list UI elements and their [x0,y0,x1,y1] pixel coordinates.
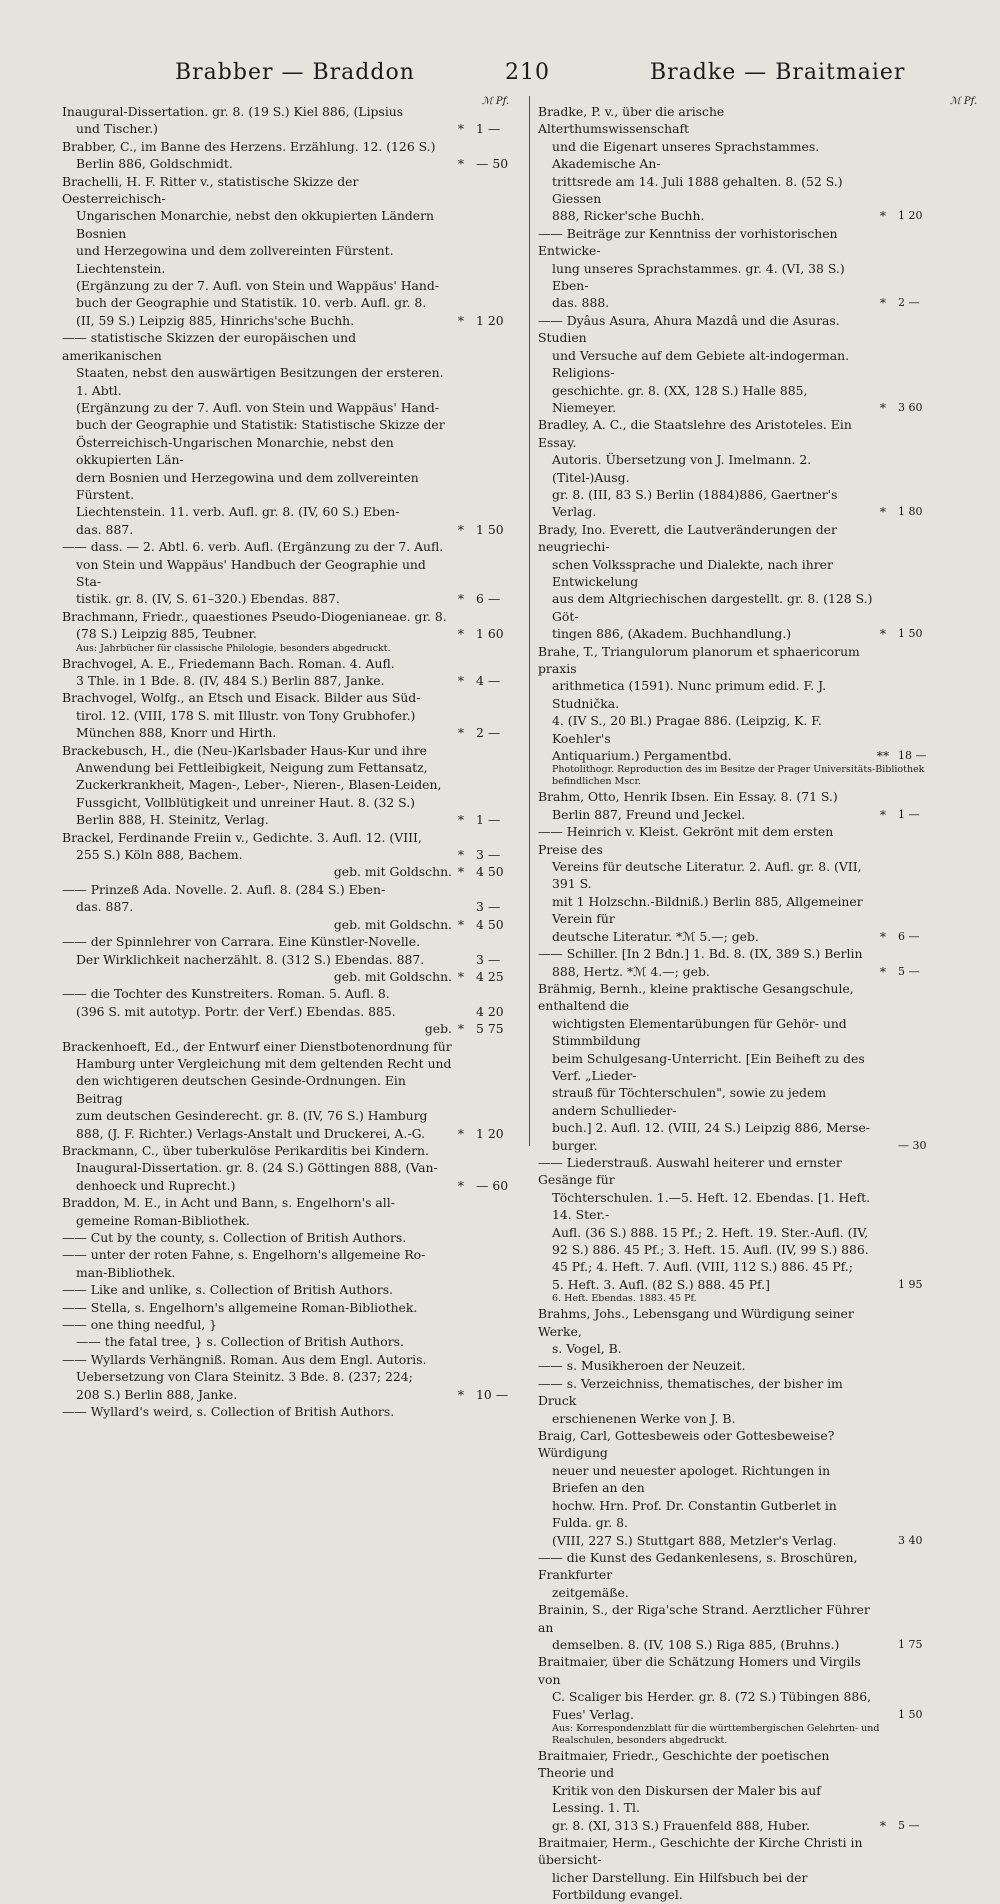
catalog-entry [538,1653,938,1723]
entry-line: (II, 59 S.) Leipzig 885, Hinrichs'sche Buchh. [76,312,355,328]
entry-line: Braig, Carl, Gottesbeweis oder Gottesbeweise? Würdigung [538,1428,835,1461]
running-head-left: Brabber — Braddon [175,60,415,85]
entry-text [62,329,452,538]
catalog-entry [538,788,938,823]
entry-line: gr. 8. (III, 83 S.) Berlin (1884)886, Gaertner's Verlag. [552,486,838,520]
entry-line: —— der Spinnlehrer von Carrara. Eine Künstler-Novelle. [62,934,421,950]
catalog-entry [538,1747,938,1834]
entry-text [62,881,452,916]
catalog-entry [62,1194,522,1229]
catalog-entry [538,1427,938,1549]
net-price-star: * [457,521,465,537]
entry-line: Der Wirklichkeit nacherzählt. 8. (312 S.) Ebendas. 887. [76,951,425,967]
entry-price: 3 60 [898,400,923,414]
entry-text [62,829,452,864]
entry-line: geb. mit Goldschn. [333,968,452,984]
entry-price: 1 — [476,121,501,137]
entry-line: hochw. Hrn. Prof. Dr. Constantin Gutberlet in Fulda. gr. 8. [552,1497,837,1531]
entry-price: 4 — [476,673,501,688]
entry-price: 1 60 [476,626,504,642]
entry-text [62,968,452,985]
entry-line: Autoris. Übersetzung von J. Imelmann. 2. (Titel-)Ausg. [552,452,812,485]
entry-price: 3 — [476,847,501,863]
entry-price: 1 20 [476,312,504,328]
entry-text [62,1142,452,1194]
left-column [62,103,522,1420]
catalog-entry [538,980,938,1154]
entry-line: —— s. Musikheroen der Neuzeit. [538,1358,746,1374]
entry-line: Berlin 886, Goldschmidt. [76,156,233,172]
catalog-entry [62,1020,522,1037]
entry-line: gemeine Roman-Bibliothek. [76,1212,250,1228]
entry-text [538,1747,874,1834]
entry-text [538,945,874,980]
entry-price: — 60 [476,1177,509,1193]
entry-text [62,1351,452,1403]
catalog-entry [62,916,522,933]
net-price-star: * [879,626,887,642]
entry-line: Hamburg unter Vergleichung mit dem geltenden Recht und [76,1055,452,1071]
entry-line: 888, Hertz. *ℳ 4.—; geb. [552,963,710,979]
entry-text [62,103,452,138]
entry-text [62,863,452,880]
entry-line: Berlin 887, Freund und Jeckel. [552,806,746,822]
net-price-star: * [879,1817,887,1833]
catalog-entry [538,1154,938,1293]
entry-text [62,916,452,933]
catalog-entry [62,329,522,538]
entry-line: Berlin 888, H. Steinitz, Verlag. [76,812,269,828]
entry-note: Photolithogr. Reproduction des im Besitze der Prager Universitäts-Bibliothek befindlichen Mscr. [552,764,925,788]
entry-line: Liechtenstein. 11. verb. Aufl. gr. 8. (IV, 60 S.) Eben- [76,504,400,520]
catalog-entry [62,1351,522,1403]
entry-line: Staaten, nebst den auswärtigen Besitzungen der ersteren. 1. Abtl. [76,365,444,398]
entry-line: Kritik von den Diskursen der Maler bis auf Lessing. 1. Tl. [552,1782,821,1816]
entry-line: C. Scaliger bis Herder. gr. 8. (72 S.) Tübingen 886, [552,1689,872,1705]
entry-price: 4 50 [476,916,504,932]
entry-line: —— Cut by the county, s. Collection of British Authors. [62,1230,407,1245]
net-price-star: * [879,399,887,415]
entry-text [62,933,452,968]
entry-note: Aus: Jahrbücher für classische Philologie, besonders abgedruckt. [76,642,391,654]
entry-text [62,1316,452,1351]
page-number: 210 [505,60,550,85]
entry-line: und Versuche auf dem Gebiete alt-indogerman. Religions- [552,347,850,381]
catalog-entry [538,643,938,765]
entry-text [62,538,452,608]
entry-text [538,823,874,945]
catalog-entry [538,416,938,520]
entry-line: deutsche Literatur. *ℳ 5.—; geb. [552,928,759,944]
entry-text [538,1549,874,1601]
catalog-entry [538,312,938,416]
entry-text [62,1281,452,1298]
net-price-star: * [457,1386,465,1402]
entry-line: 888, (J. F. Richter.) Verlags-Anstalt und Druckerei, A.-G. [76,1125,426,1141]
catalog-entry [62,881,522,916]
entry-line: 92 S.) 886. 45 Pf.; 3. Heft. 15. Aufl. (IV, 99 S.) 886. [552,1242,869,1257]
entry-text [62,1229,452,1246]
entry-line: 5. Heft. 3. Aufl. (82 S.) 888. 45 Pf.] [552,1276,770,1292]
catalog-entry [538,225,938,312]
entry-text [538,1154,874,1293]
entry-price: 2 — [476,725,501,741]
entry-price: 10 — [476,1386,509,1402]
entry-line: dern Bosnien und Herzegowina und dem zollvereinten Fürstent. [76,469,419,502]
entry-text [538,103,874,225]
entry-price: 4 50 [476,864,504,880]
entry-line: Fues' Verlag. [552,1706,634,1722]
entry-price: 1 — [898,807,920,821]
catalog-entry [62,538,522,608]
entry-line: mit 1 Holzschn.-Bildniß.) Berlin 885, Allgemeiner Verein für [552,893,863,927]
entry-line: Braitmaier, Herm., Geschichte der Kirche Christi in übersicht- [538,1835,863,1868]
entry-price: 1 20 [898,209,923,223]
entry-price: 3 — [476,899,501,915]
catalog-entry [62,933,522,968]
entry-price: 3 40 [898,1533,923,1547]
currency-header-left: ℳ Pf. [482,96,510,107]
net-price-star: * [457,121,465,137]
entry-line: (Ergänzung zu der 7. Aufl. von Stein und Wappäus' Hand- [76,399,440,415]
entry-line: buch.] 2. Aufl. 12. (VIII, 24 S.) Leipzig 886, Merse- [552,1120,870,1136]
entry-line: Inaugural-Dissertation. gr. 8. (24 S.) Göttingen 888, (Van- [76,1160,438,1176]
catalog-entry [62,1142,522,1194]
entry-line: Brachvogel, A. E., Friedemann Bach. Roman. 4. Aufl. [62,655,395,671]
entry-line: —— s. Verzeichniss, thematisches, der bisher im Druck [538,1375,843,1409]
entry-line: Brahms, Johs., Lebensgang und Würdigung seiner Werke, [538,1306,854,1339]
entry-line: Brackel, Ferdinande Freiin v., Gedichte. 3. Aufl. 12. (VIII, [62,829,422,845]
catalog-entry [538,823,938,945]
entry-text [538,788,874,823]
entry-line: —— one thing needful, } [62,1317,218,1333]
net-price-star: * [457,673,465,688]
entry-text [62,985,452,1020]
entry-line: Brackenhoeft, Ed., der Entwurf einer Dienstbotenordnung für [62,1038,452,1054]
entry-line: 255 S.) Köln 888, Bachem. [76,847,243,863]
entry-line: das. 888. [552,295,610,311]
entry-line: 45 Pf.; 4. Heft. 7. Aufl. (VIII, 112 S.) 886. 45 Pf.; [552,1259,853,1275]
net-price-star: ** [876,748,890,764]
entry-line: Inaugural-Dissertation. gr. 8. (19 S.) Kiel 886, (Lipsius [62,104,404,119]
entry-line: den wichtigeren deutschen Gesinde-Ordnungen. Ein Beitrag [76,1073,406,1106]
entry-line: das. 887. [76,521,134,537]
net-price-star: * [457,812,465,828]
entry-line: wichtigsten Elementarübungen für Gehör- und Stimmbildung [552,1015,847,1049]
entry-line: Brackebusch, H., die (Neu-)Karlsbader Haus-Kur und ihre [62,742,427,758]
catalog-entry [538,1375,938,1427]
catalog-entry [62,742,522,829]
entry-line: 208 S.) Berlin 888, Janke. [76,1386,238,1402]
catalog-entry [538,1305,938,1357]
entry-line: Bradke, P. v., über die arische Alterthumswissenschaft [538,104,725,137]
entry-line: neuer und neuester apologet. Richtungen in Briefen an den [552,1462,831,1496]
net-price-star: * [457,847,465,863]
entry-line: Aufl. (36 S.) 888. 15 Pf.; 2. Heft. 19. Ster.-Aufl. (IV, [552,1224,869,1240]
entry-text [538,1427,874,1549]
entry-line: 3 Thle. in 1 Bde. 8. (IV, 484 S.) Berlin 887, Janke. [76,673,385,688]
entry-line: erschienenen Werke von J. B. [552,1410,736,1426]
entry-line: (396 S. mit autotyp. Portr. der Verf.) Ebendas. 885. [76,1003,396,1019]
entry-line: denhoeck und Ruprecht.) [76,1177,236,1193]
entry-line: Braddon, M. E., in Acht und Bann, s. Engelhorn's all- [62,1195,395,1211]
entry-price: 1 50 [898,1707,923,1721]
entry-line: —— Heinrich v. Kleist. Gekrönt mit dem ersten Preise des [538,824,834,857]
entry-line: geb. mit Goldschn. [333,864,452,880]
entry-line: Brachmann, Friedr., quaestiones Pseudo-Diogenianeae. gr. 8. [62,608,447,624]
entry-line: schen Volkssprache und Dialekte, nach ihrer Entwickelung [552,556,833,589]
entry-price: 1 50 [476,521,504,537]
entry-price: 5 75 [476,1021,504,1037]
net-price-star: * [879,963,887,979]
entry-line: Brabber, C., im Banne des Herzens. Erzählung. 12. (126 S.) [62,138,436,154]
entry-line: Vereins für deutsche Literatur. 2. Aufl. gr. 8. (VII, 391 S. [552,859,862,892]
entry-line: —— Dyâus Asura, Ahura Mazdâ und die Asuras. Studien [538,312,840,346]
entry-line: und die Eigenart unseres Sprachstammes. Akademische An- [552,138,820,172]
entry-line: Österreichisch-Ungarischen Monarchie, nebst den okkupierten Län- [76,434,394,468]
entry-line: geschichte. gr. 8. (XX, 128 S.) Halle 885, Niemeyer. [552,382,808,415]
entry-text [62,1020,452,1037]
catalog-entry [62,1246,522,1281]
catalog-entry [62,1403,522,1420]
catalog-entry [62,173,522,330]
net-price-star: * [457,1125,465,1141]
entry-text [62,608,452,643]
entry-line: Braitmaier, über die Schätzung Homers und Virgils von [538,1654,861,1687]
entry-line: —— Like and unlike, s. Collection of British Authors. [62,1282,393,1298]
entry-line: und Tischer.) [76,121,159,137]
entry-line: —— die Tochter des Kunstreiters. Roman. 5. Aufl. 8. [62,986,390,1002]
entry-line: zum deutschen Gesinderecht. gr. 8. (IV, 76 S.) Hamburg [76,1108,428,1124]
catalog-entry [62,863,522,880]
entry-line: Anwendung bei Fettleibigkeit, Neigung zum Fettansatz, [76,760,428,776]
entry-line: licher Darstellung. Ein Hilfsbuch bei der Fortbildung evangel. [552,1869,808,1903]
entry-price: 5 — [898,1818,920,1832]
entry-line: Brainin, S., der Riga'sche Strand. Aerztlicher Führer an [538,1602,870,1635]
entry-line: arithmetica (1591). Nunc primum edid. F. J. Studnička. [552,678,827,711]
entry-line: von Stein und Wappäus' Handbuch der Geographie und Sta- [76,556,426,589]
entry-line: —— statistische Skizzen der europäischen und amerikanischen [62,330,357,363]
entry-line: Brähmig, Bernh., kleine praktische Gesangschule, enthaltend die [538,980,854,1014]
entry-line: man-Bibliothek. [76,1264,176,1280]
entry-line: s. Vogel, B. [552,1341,622,1357]
entry-line: strauß für Töchterschulen", sowie zu jedem andern Schullieder- [552,1085,827,1118]
net-price-star: * [457,156,465,172]
net-price-star: * [457,626,465,642]
catalog-entry [62,829,522,864]
net-price-star: * [879,295,887,311]
entry-line: Ungarischen Monarchie, nebst den okkupierten Ländern Bosnien [76,208,434,241]
entry-line: Fussgicht, Vollblütigkeit und unreiner Haut. 8. (32 S.) [76,794,415,810]
entry-line: zeitgemäße. [552,1584,629,1600]
entry-line: Uebersetzung von Clara Steinitz. 3 Bde. 8. (237; 224; [76,1369,413,1385]
catalog-entry [538,521,938,643]
catalog-entry [62,689,522,741]
entry-price: 1 75 [898,1637,923,1651]
entry-price: 1 20 [476,1125,504,1141]
catalog-entry [62,968,522,985]
entry-line: Braitmaier, Friedr., Geschichte der poetischen Theorie und [538,1747,830,1781]
catalog-entry [62,1281,522,1298]
entry-line: —— die Kunst des Gedankenlesens, s. Broschüren, Frankfurter [538,1549,858,1583]
entry-line: —— Liederstrauß. Auswahl heiterer und ernster Gesänge für [538,1154,842,1188]
entry-line: 4. (IV S., 20 Bl.) Pragae 886. (Leipzig, K. F. Koehler's [552,713,822,746]
catalog-entry [62,138,522,173]
entry-line: —— Beiträge zur Kenntniss der vorhistorischen Entwicke- [538,225,838,259]
entry-line: 888, Ricker'sche Buchh. [552,208,705,224]
catalog-entry [538,1834,938,1904]
entry-line: tingen 886, (Akadem. Buchhandlung.) [552,626,792,642]
entry-text [62,1246,452,1281]
entry-price: 3 — [476,951,501,967]
entry-text [538,225,874,312]
entry-text [538,1305,874,1357]
entry-line: Brady, Ino. Everett, die Lautveränderungen der neugriechi- [538,521,837,555]
entry-price: 1 50 [898,627,923,641]
entry-line: geb. [424,1021,452,1037]
entry-text [62,1194,452,1229]
entry-line: —— Stella, s. Engelhorn's allgemeine Roman-Bibliothek. [62,1299,418,1315]
net-price-star: * [457,916,465,932]
entry-price: 1 80 [898,505,923,519]
entry-text [538,416,874,520]
net-price-star: * [879,208,887,224]
entry-note: Aus: Korrespondenzblatt für die württembergischen Gelehrten- und Realschulen, besonders abgedruckt. [552,1722,880,1746]
entry-line: —— Wyllard's weird, s. Collection of British Authors. [62,1404,395,1420]
entry-text [538,1653,874,1723]
entry-text [538,1357,874,1374]
entry-price: 6 — [898,929,920,943]
entry-line: trittsrede am 14. Juli 1888 gehalten. 8. (52 S.) Giessen [552,173,843,207]
entry-line: Brackmann, C., über tuberkulöse Perikarditis bei Kindern. [62,1142,429,1158]
entry-line: (Ergänzung zu der 7. Aufl. von Stein und Wappäus' Hand- [76,278,440,294]
catalog-entry [62,608,522,643]
net-price-star: * [879,504,887,520]
entry-line: gr. 8. (XI, 313 S.) Frauenfeld 888, Huber. [552,1817,810,1833]
entry-line: (78 S.) Leipzig 885, Teubner. [76,626,257,642]
entry-text [62,655,452,690]
net-price-star: * [457,312,465,328]
column-divider [529,96,530,1146]
catalog-entry [538,1601,938,1653]
currency-header-right: ℳ Pf. [950,96,978,107]
entry-text [62,1038,452,1142]
entry-line: aus dem Altgriechischen dargestellt. gr. 8. (128 S.) Göt- [552,591,873,624]
net-price-star: * [457,1021,465,1037]
catalog-entry [62,985,522,1020]
entry-line: das. 887. [76,899,134,915]
net-price-star: * [879,806,887,822]
entry-price: 4 20 [476,1003,504,1019]
entry-line: —— the fatal tree, } s. Collection of British Authors. [76,1334,404,1350]
entry-text [62,742,452,829]
catalog-entry [538,1549,938,1601]
entry-text [62,689,452,741]
entry-note: 6. Heft. Ebendas. 1883. 45 Pf. [552,1293,697,1305]
running-head-right: Bradke — Braitmaier [650,60,906,85]
entry-line: tistik. gr. 8. (IV, S. 61–320.) Ebendas. 887. [76,591,340,607]
catalog-entry [62,1316,522,1351]
entry-line: —— Wyllards Verhängniß. Roman. Aus dem Engl. Autoris. [62,1351,427,1367]
entry-line: Brachvogel, Wolfg., an Etsch und Eisack. Bilder aus Süd- [62,690,421,706]
entry-line: Bradley, A. C., die Staatslehre des Aristoteles. Ein Essay. [538,417,852,450]
entry-price: 1 — [476,812,501,828]
entry-text [538,1375,874,1427]
entry-line: —— Schiller. [In 2 Bdn.] 1. Bd. 8. (IX, 389 S.) Berlin [538,946,863,962]
catalog-entry [62,1299,522,1316]
net-price-star: * [457,864,465,880]
entry-text [62,1299,452,1316]
net-price-star: * [457,1177,465,1193]
net-price-star: * [457,591,465,607]
entry-line: Zuckerkrankheit, Magen-, Leber-, Nieren-, Blasen-Leiden, [76,777,442,793]
catalog-entry [538,103,938,225]
catalog-entry [62,103,522,138]
right-column [538,103,938,1904]
entry-price: 4 25 [476,968,504,984]
entry-text [538,643,874,765]
entry-line: und Herzegowina und dem zollvereinten Fürstent. Liechtenstein. [76,243,394,276]
entry-line: burger. [552,1137,598,1153]
entry-line: —— Prinzeß Ada. Novelle. 2. Aufl. 8. (284 S.) Eben- [62,881,386,897]
catalog-entry [62,655,522,690]
catalog-entry [538,945,938,980]
entry-line: Antiquarium.) Pergamentbd. [552,748,732,764]
entry-line: (VIII, 227 S.) Stuttgart 888, Metzler's Verlag. [552,1532,837,1548]
entry-line: demselben. 8. (IV, 108 S.) Riga 885, (Bruhns.) [552,1636,840,1652]
catalog-entry [538,1357,938,1374]
entry-text [538,1834,874,1904]
entry-text [62,1403,452,1420]
entry-text [538,1601,874,1653]
entry-text [62,173,452,330]
net-price-star: * [879,928,887,944]
entry-line: lung unseres Sprachstammes. gr. 4. (VI, 38 S.) Eben- [552,260,845,294]
entry-price: — 30 [898,1138,927,1152]
entry-line: buch der Geographie und Statistik: Statistische Skizze der [76,417,445,433]
catalog-entry [62,1229,522,1246]
entry-line: geb. mit Goldschn. [333,916,452,932]
net-price-star: * [457,968,465,984]
entry-price: 5 — [898,964,920,978]
net-price-star: * [457,725,465,741]
entry-line: tirol. 12. (VIII, 178 S. mit Illustr. von Tony Grubhofer.) [76,707,416,723]
entry-line: beim Schulgesang-Unterricht. [Ein Beiheft zu des Verf. „Lieder- [552,1050,865,1083]
entry-line: Brahe, T., Triangulorum planorum et sphaericorum praxis [538,643,860,676]
entry-line: Brahm, Otto, Henrik Ibsen. Ein Essay. 8. (71 S.) [538,789,838,805]
entry-price: — 50 [476,156,509,172]
entry-line: —— unter der roten Fahne, s. Engelhorn's allgemeine Ro- [62,1247,426,1263]
entry-text [538,980,874,1154]
entry-text [62,138,452,173]
entry-price: 6 — [476,591,501,607]
entry-line: Brachelli, H. F. Ritter v., statistische Skizze der Oesterreichisch- [62,173,359,207]
entry-price: 1 95 [898,1277,923,1291]
entry-line: Töchterschulen. 1.—5. Heft. 12. Ebendas. [1. Heft. 14. Ster.- [552,1189,871,1223]
entry-price: 18 — [898,749,927,763]
catalog-entry [62,1038,522,1142]
entry-line: München 888, Knorr und Hirth. [76,725,277,741]
entry-line: —— dass. — 2. Abtl. 6. verb. Aufl. (Ergänzung zu der 7. Aufl. [62,539,444,555]
entry-text [538,312,874,416]
entry-price: 2 — [898,296,920,310]
entry-line: buch der Geographie und Statistik. 10. verb. Aufl. gr. 8. [76,295,427,311]
entry-text [538,521,874,643]
